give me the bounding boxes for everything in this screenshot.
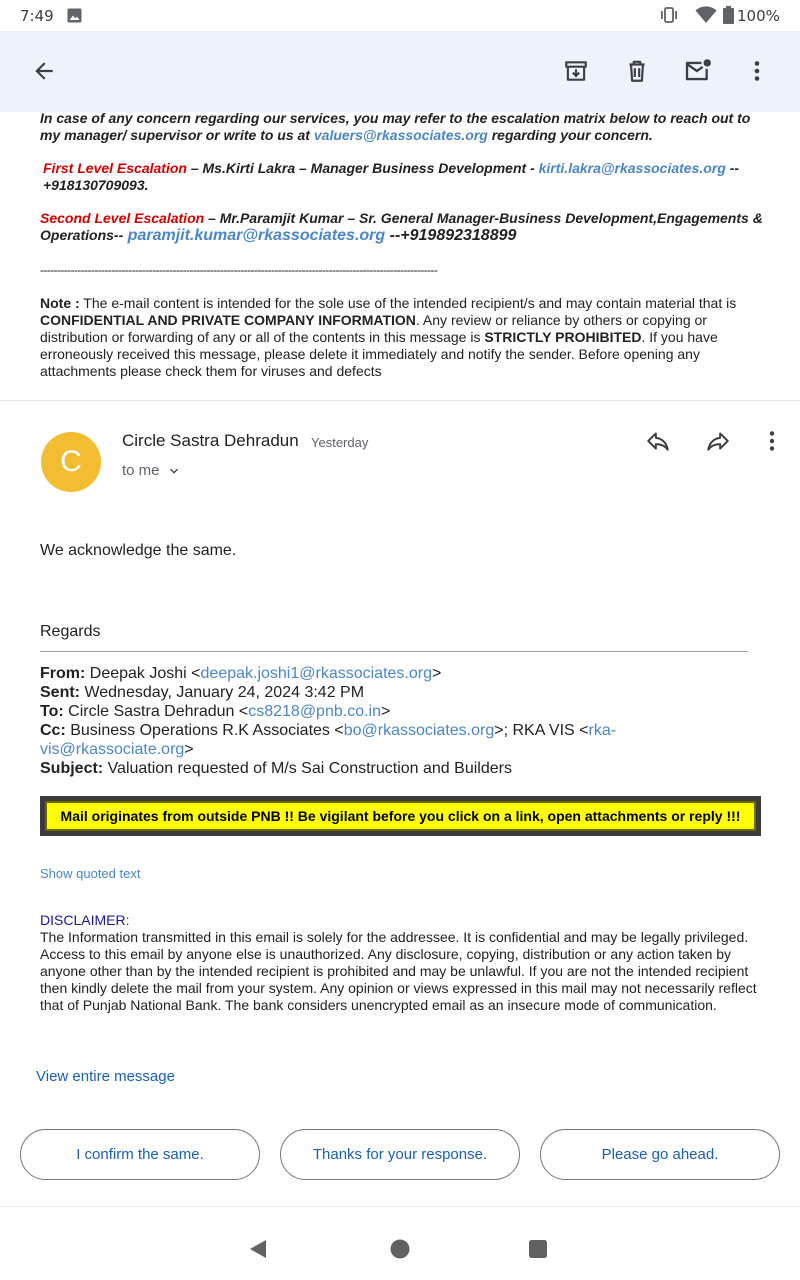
forwarded-header [40, 664, 760, 778]
recipient-details-toggle[interactable] [122, 462, 182, 479]
message-more-button[interactable] [752, 421, 792, 461]
valuers-email-link[interactable]: valuers@rkassociates.org [313, 127, 488, 143]
image-notification-icon [67, 8, 82, 28]
reply-button[interactable] [638, 421, 678, 461]
reply-icon [645, 428, 671, 454]
disclaimer-title: DISCLAIMER: [40, 912, 130, 928]
regards-text: Regards [40, 623, 101, 640]
fwd-subject: Subject: Valuation requested of M/s Sai Construction and Builders [40, 760, 512, 777]
fwd-sent: Sent: Wednesday, January 24, 2024 3:42 PM [40, 684, 365, 701]
email-thread [0, 112, 800, 1206]
square-recents-icon [527, 1238, 549, 1260]
triangle-back-icon [247, 1238, 269, 1260]
mark-unread-button[interactable] [678, 51, 718, 91]
second-level-escalation: Second Level Escalation – Mr.Paramjit Kumar – Sr. General Manager-Business Development,Engagements & Operations-- paramjit.kumar@rkassociates.org --+919892318899 [40, 210, 763, 244]
wifi-icon [695, 6, 717, 29]
battery-percent: 100% [737, 7, 780, 25]
fwd-from: From: Deepak Joshi <deepak.joshi1@rkassociates.org> [40, 665, 442, 682]
system-nav-bar [0, 1206, 800, 1280]
vibrate-icon [659, 7, 679, 28]
smart-reply-2[interactable]: Thanks for your response. [280, 1129, 520, 1180]
archive-icon [563, 58, 589, 84]
show-quoted-text-link[interactable]: Show quoted text [40, 866, 141, 881]
recipient-label: to me [122, 462, 160, 479]
first-level-escalation: First Level Escalation – Ms.Kirti Lakra – Manager Business Development - kirti.lakra@rkassociates.org --+918130709093. [43, 160, 740, 193]
status-bar [0, 0, 800, 31]
chevron-down-icon [166, 463, 182, 479]
back-arrow-icon [31, 58, 57, 84]
trash-icon [624, 58, 650, 84]
view-entire-message-link[interactable]: View entire message [36, 1068, 175, 1085]
smart-reply-1[interactable]: I confirm the same. [20, 1129, 260, 1180]
email-toolbar [0, 31, 800, 112]
mark-unread-icon [683, 57, 713, 85]
disclaimer-text: The Information transmitted in this email is solely for the addressee. It is confidential and may be legally privileged. Access to this email by anyone else is unauthorized. Any disclosure, copying, distribution or any action taken by anyone other than by the intended recipient is prohibited and may be unlawful. If you are not the intended recipient then kindly delete the mail from your system. Any opinion or views expressed in this mail may not necessarily reflect that of Punjab National Bank. The bank considers unencrypted email as an insecure mode of communication. [40, 929, 757, 1013]
from-email-link[interactable]: deepak.joshi1@rkassociates.org [200, 665, 432, 682]
smart-reply-3[interactable]: Please go ahead. [540, 1129, 780, 1180]
status-time: 7:49 [20, 7, 54, 25]
sender-name: Circle Sastra Dehradun [122, 431, 299, 450]
external-mail-warning [40, 796, 761, 836]
forward-icon [705, 428, 731, 454]
nav-back-button[interactable] [246, 1237, 270, 1261]
confidentiality-note: Note : The e-mail content is intended for the sole use of the intended recipient/s and may contain material that is CONFIDENTIAL AND PRIVATE COMPANY INFORMATION. Any review or reliance by others or copying or distribution or forwarding of any or all of the contents in this message is STRICTLY PROHIBITED. If you have erroneously received this message, please delete it immediately and notify the sender. Before opening any attachments please check them for viruses and defects [40, 295, 737, 379]
nav-recents-button[interactable] [526, 1237, 550, 1261]
message-time: Yesterday [311, 435, 369, 450]
forward-button[interactable] [698, 421, 738, 461]
escalation-intro: In case of any concern regarding our services, you may refer to the escalation matrix below to reach out to my manager/ supervisor or write to us at valuers@rkassociates.org regarding your concern. [40, 112, 751, 143]
archive-button[interactable] [556, 51, 596, 91]
cc-bo-email-link[interactable]: bo@rkassociates.org [343, 722, 495, 739]
back-button[interactable] [24, 51, 64, 91]
previous-message-body [40, 112, 770, 380]
more-vert-icon [745, 59, 769, 83]
circle-home-icon [389, 1238, 411, 1260]
kirti-email-link[interactable]: kirti.lakra@rkassociates.org [538, 160, 726, 176]
smart-replies [0, 1129, 800, 1181]
paramjit-email-link[interactable]: paramjit.kumar@rkassociates.org [123, 227, 386, 244]
warning-text: Mail originates from outside PNB !! Be vigilant before you click on a link, open attachments or reply !!! [45, 801, 756, 831]
fwd-to: To: Circle Sastra Dehradun <cs8218@pnb.co.in> [40, 703, 391, 720]
nav-home-button[interactable] [388, 1237, 412, 1261]
battery-icon [723, 6, 734, 29]
more-vert-icon [760, 429, 784, 453]
delete-button[interactable] [617, 51, 657, 91]
sender-avatar[interactable]: C [41, 432, 101, 492]
separator-line: --------------------------------------------------------------------------------------------------------------------- [40, 263, 438, 277]
more-options-button[interactable] [737, 51, 777, 91]
fwd-cc: Cc: Business Operations R.K Associates <bo@rkassociates.org>; RKA VIS <rka-vis@rkassociate.org> [40, 722, 617, 758]
forward-divider [40, 651, 748, 652]
cc-rka-vis-email-link[interactable]: rka-vis@rkassociate.org [40, 722, 617, 758]
message-body-text: We acknowledge the same. [40, 542, 237, 559]
to-email-link[interactable]: cs8218@pnb.co.in [248, 703, 381, 720]
message-header [0, 401, 800, 511]
